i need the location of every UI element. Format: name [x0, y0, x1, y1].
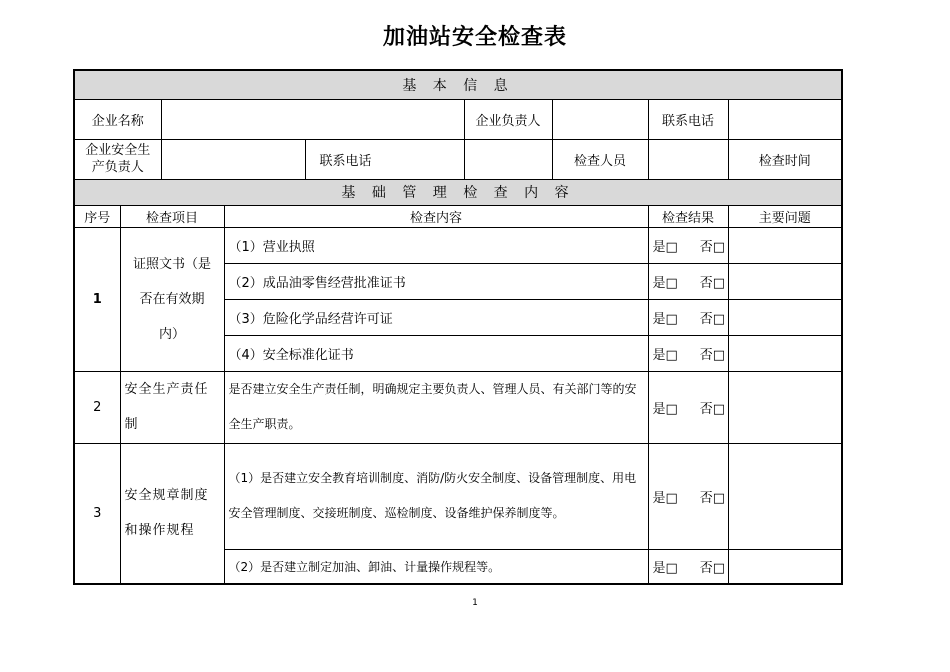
- inspector-value[interactable]: [648, 139, 728, 179]
- yes-checkbox[interactable]: 是□: [652, 490, 678, 506]
- inspector-label: 检查人员: [552, 139, 648, 179]
- inspection-table: [73, 69, 843, 585]
- row-3-content-2: （2）是否建立制定加油、卸油、计量操作规程等。: [224, 549, 648, 584]
- company-head-value[interactable]: [552, 99, 648, 139]
- col-content-header: 检查内容: [224, 205, 648, 227]
- no-checkbox[interactable]: 否□: [699, 239, 726, 255]
- safety-head-label: 企业安全生产负责人: [74, 139, 161, 179]
- no-checkbox[interactable]: 否□: [699, 347, 726, 363]
- yes-checkbox[interactable]: 是□: [652, 347, 678, 363]
- row-1-result-4[interactable]: [648, 335, 728, 371]
- page-title: 加油站安全检查表: [382, 24, 567, 50]
- col-item-header: 检查项目: [120, 205, 224, 227]
- contact-phone-label-2: 联系电话: [319, 153, 372, 169]
- col-result-header: 检查结果: [648, 205, 728, 227]
- inspection-header: 基 础 管 理 检 查 内 容: [74, 179, 842, 205]
- inspection-time-label: 检查时间: [728, 139, 842, 179]
- row-1-content-4: （4）安全标准化证书: [224, 335, 648, 371]
- row-2-item: 安全生产责任制: [120, 371, 224, 443]
- row-2-result[interactable]: [648, 371, 728, 443]
- safety-head-value[interactable]: [161, 139, 305, 179]
- row-3-content-1: （1）是否建立安全教育培训制度、消防/防火安全制度、设备管理制度、用电安全管理制度、交接班制度、巡检制度、设备维护保养制度等。: [224, 443, 648, 549]
- company-name-value[interactable]: [161, 99, 464, 139]
- row-1-result-3[interactable]: [648, 299, 728, 335]
- row-1-issues-1[interactable]: [728, 227, 842, 263]
- row-1-result-2[interactable]: [648, 263, 728, 299]
- basic-info-header: 基 本 信 息: [74, 70, 842, 99]
- row-2-issues[interactable]: [728, 371, 842, 443]
- row-3-issues-2[interactable]: [728, 549, 842, 584]
- no-checkbox[interactable]: 否□: [699, 490, 726, 506]
- row-1-item: 证照文书（是否在有效期内）: [120, 227, 224, 371]
- safety-phone-value[interactable]: [464, 139, 552, 179]
- contact-phone-value[interactable]: [728, 99, 842, 139]
- no-checkbox[interactable]: 否□: [699, 560, 726, 576]
- row-1-content-2: （2）成品油零售经营批准证书: [224, 263, 648, 299]
- no-checkbox[interactable]: 否□: [699, 275, 726, 291]
- page-number: 1: [472, 598, 478, 608]
- row-1-issues-3[interactable]: [728, 299, 842, 335]
- row-1-content-3: （3）危险化学品经营许可证: [224, 299, 648, 335]
- yes-checkbox[interactable]: 是□: [652, 311, 678, 327]
- no-checkbox[interactable]: 否□: [699, 311, 726, 327]
- yes-checkbox[interactable]: 是□: [652, 275, 678, 291]
- row-3-item: 安全规章制度和操作规程: [120, 443, 224, 584]
- row-1-content-1: （1）营业执照: [224, 227, 648, 263]
- safety-phone-cell: [305, 139, 464, 179]
- yes-checkbox[interactable]: 是□: [652, 560, 678, 576]
- row-3-issues-1[interactable]: [728, 443, 842, 549]
- yes-checkbox[interactable]: 是□: [652, 239, 678, 255]
- row-1-no: 1: [74, 227, 120, 371]
- company-name-label: 企业名称: [74, 99, 161, 139]
- contact-phone-label: 联系电话: [648, 99, 728, 139]
- row-1-issues-4[interactable]: [728, 335, 842, 371]
- row-2-no: 2: [74, 371, 120, 443]
- col-issues-header: 主要问题: [728, 205, 842, 227]
- col-no-header: 序号: [74, 205, 120, 227]
- no-checkbox[interactable]: 否□: [699, 401, 726, 417]
- row-1-result-1[interactable]: [648, 227, 728, 263]
- company-head-label: 企业负责人: [464, 99, 552, 139]
- yes-checkbox[interactable]: 是□: [652, 401, 678, 417]
- row-3-result-1[interactable]: [648, 443, 728, 549]
- row-3-no: 3: [74, 443, 120, 584]
- row-2-content: 是否建立安全生产责任制，明确规定主要负责人、管理人员、有关部门等的安全生产职责。: [224, 371, 648, 443]
- row-3-result-2[interactable]: [648, 549, 728, 584]
- row-1-issues-2[interactable]: [728, 263, 842, 299]
